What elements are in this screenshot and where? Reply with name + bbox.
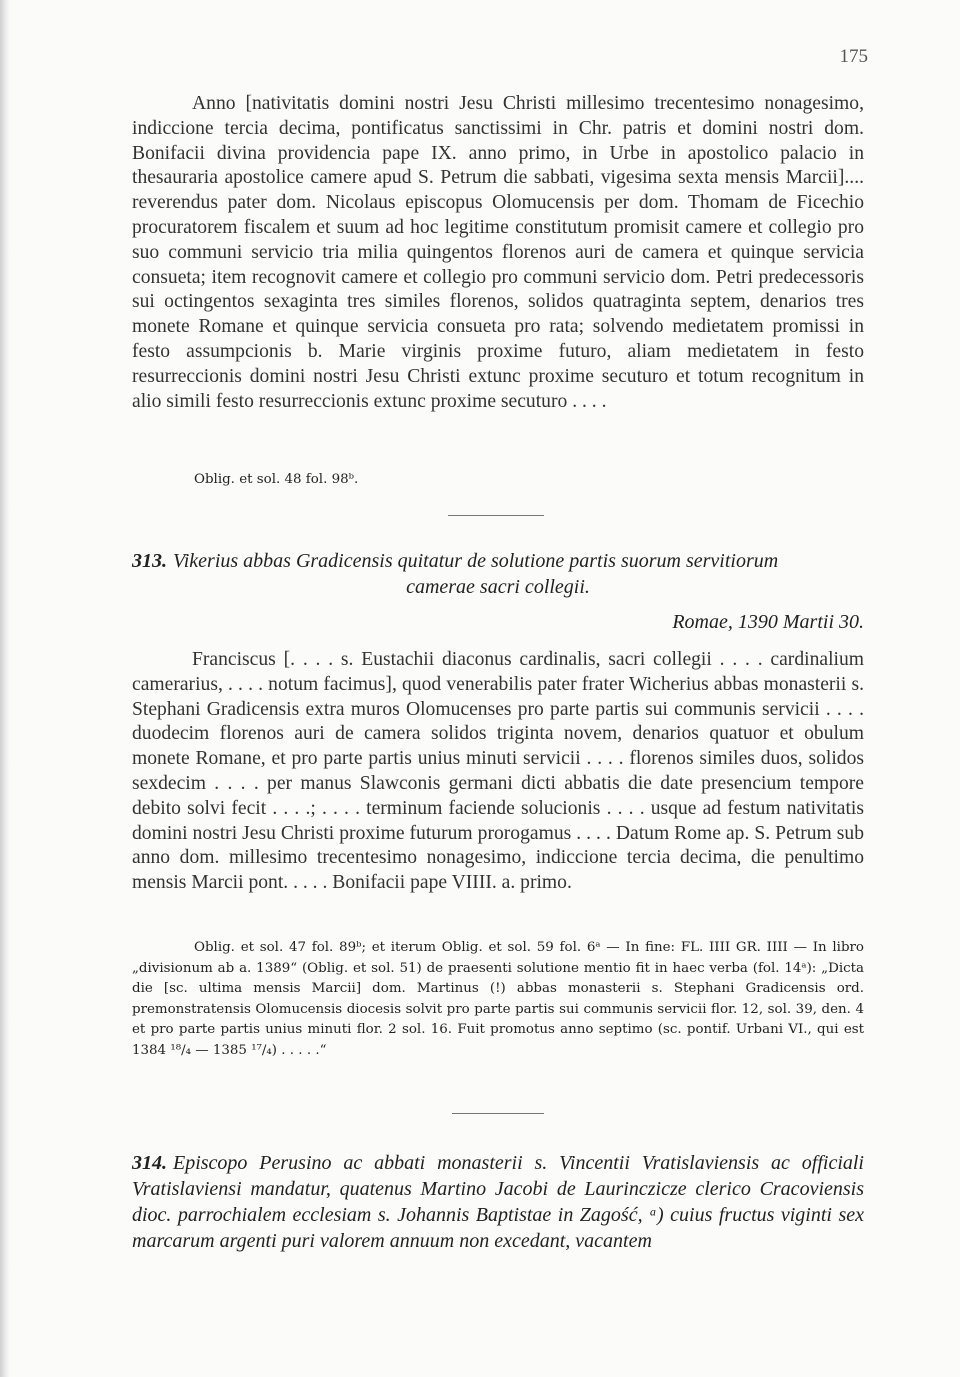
doc313-number: 313. [132,550,167,572]
doc313-source-note: Oblig. et sol. 47 fol. 89ᵇ; et iterum Oblig. et sol. 59 fol. 6ᵃ — In fine: FL. IIII GR. IIII — In libro „divisionum ab a. 1389“ (Oblig. et sol. 51) de praesenti solutione mentio fit in haec verba (fol. 14ᵃ): „Dicta die [sc. ultima mensis Marcii] dom. Martinus (!) abbas monasterii s. Stephani Gradicensis ord. premonstratensis Olomucensis diocesis solvit pro parte partis sui communis servicii flor. 12, sol. 39, den. 4 et pro parte partis unius minuti flor. 2 sol. 16. Fuit promotus anno septimo (sc. pontif. Urbani VI., qui est 1384 ¹⁸/₄ — 1385 ¹⁷/₄) . . . . .“ [132,940,864,1058]
doc313-text: Franciscus [. . . . s. Eustachii diaconus cardinalis, sacri collegii . . . . cardinalium camerarius, . . . . notum facimus], quod venerabilis pater frater Wicherius abbas monasterii s. Stephani Gradicensis extra muros Olomucenses pro parte partis sui communis servicii . . . . duodecim florenos auri de camera solidos triginta novem, denarios quatuor et obulum monete Romane, et pro parte partis unius minuti servicii . . . . florenos similes duos, solidos sexdecim . . . . per manus Slawconis germani dicti abbatis die date presencium tempore debito solvi fecit . . . .; . . . . terminum faciende solucionis . . . . usque ad festum nativitatis domini nostri Jesu Christi proxime futurum prorogamus . . . . Datum Rome ap. S. Petrum sub anno dom. millesimo trecentesimo nonagesimo, indiccione tercia decima, die penultimo mensis Marcii pont. . . . . Bonifacii pape VIIII. a. primo. [132,649,864,894]
page-edge-shadow [0,0,10,1377]
doc312-section [132,92,864,414]
doc313-place-date: Romae, 1390 Martii 30. [672,611,864,633]
doc313-body [132,648,864,896]
section-divider [448,515,544,516]
doc313-title-line2: camerae sacri collegii. [406,576,590,598]
doc314-heading [132,1150,864,1254]
doc312-note-block [132,470,864,491]
doc313-title [132,548,864,574]
doc314-title [132,1150,864,1254]
page-number: 175 [839,46,868,67]
doc314-number: 314. [132,1152,167,1174]
doc312-source-note: Oblig. et sol. 48 fol. 98ᵇ. [194,472,359,487]
doc313-heading [132,548,864,600]
doc313-place-date-block [132,611,864,634]
section-divider-2 [452,1113,544,1114]
doc313-note-block [132,938,864,1062]
doc313-title-line1: Vikerius abbas Gradicensis quitatur de solutione partis suorum servitiorum [173,550,779,572]
doc312-text: Anno [nativitatis domini nostri Jesu Christi millesimo trecentesimo nonagesimo, indiccione tercia decima, pontificatus sanctissimi in Chr. patris et domini nostri dom. Bonifacii divina providencia pape IX. anno primo, in Urbe in apostolico palacio in thesauraria apostolice camere apud S. Petrum die sabbati, vigesima sexta mensis Marcii].... reverendus pater dom. Nicolaus episcopus Olomucensis per dom. Thomam de Ficechio procuratorem fiscalem et suum ad hoc legitime constitutum promisit camere et collegio pro suo communi servicio tria milia quingentos florenos auri de camera et quinque servicia consueta; item recognovit camere et collegio pro communi servicio dom. Petri predecessoris sui octingentos sexaginta tres similes florenos, solidos quatraginta septem, denarios tres monete Romane et quinque servicia consueta pro rata; solvendo medietatem promissi in festo assumpcionis b. Marie virginis proxime futuro, aliam medietatem in festo resurreccionis domini nostri Jesu Christi extunc proxime secuturo et totum recognitum in alio simili festo resurreccionis extunc proxime secuturo . . . . [132,93,864,412]
doc314-title-text: Episcopo Perusino ac abbati monasterii s. Vincentii Vratislaviensis ac officiali Vratislaviensi mandatur, quatenus Martino Jacobi de Laurinczicze clerico Cracoviensis dioc. parrochialem ecclesiam s. Johannis Baptistae in Zagość, ᵃ) cuius fructus viginti sex marcarum argenti puri valorem annuum non excedant, vacantem [132,1152,864,1252]
